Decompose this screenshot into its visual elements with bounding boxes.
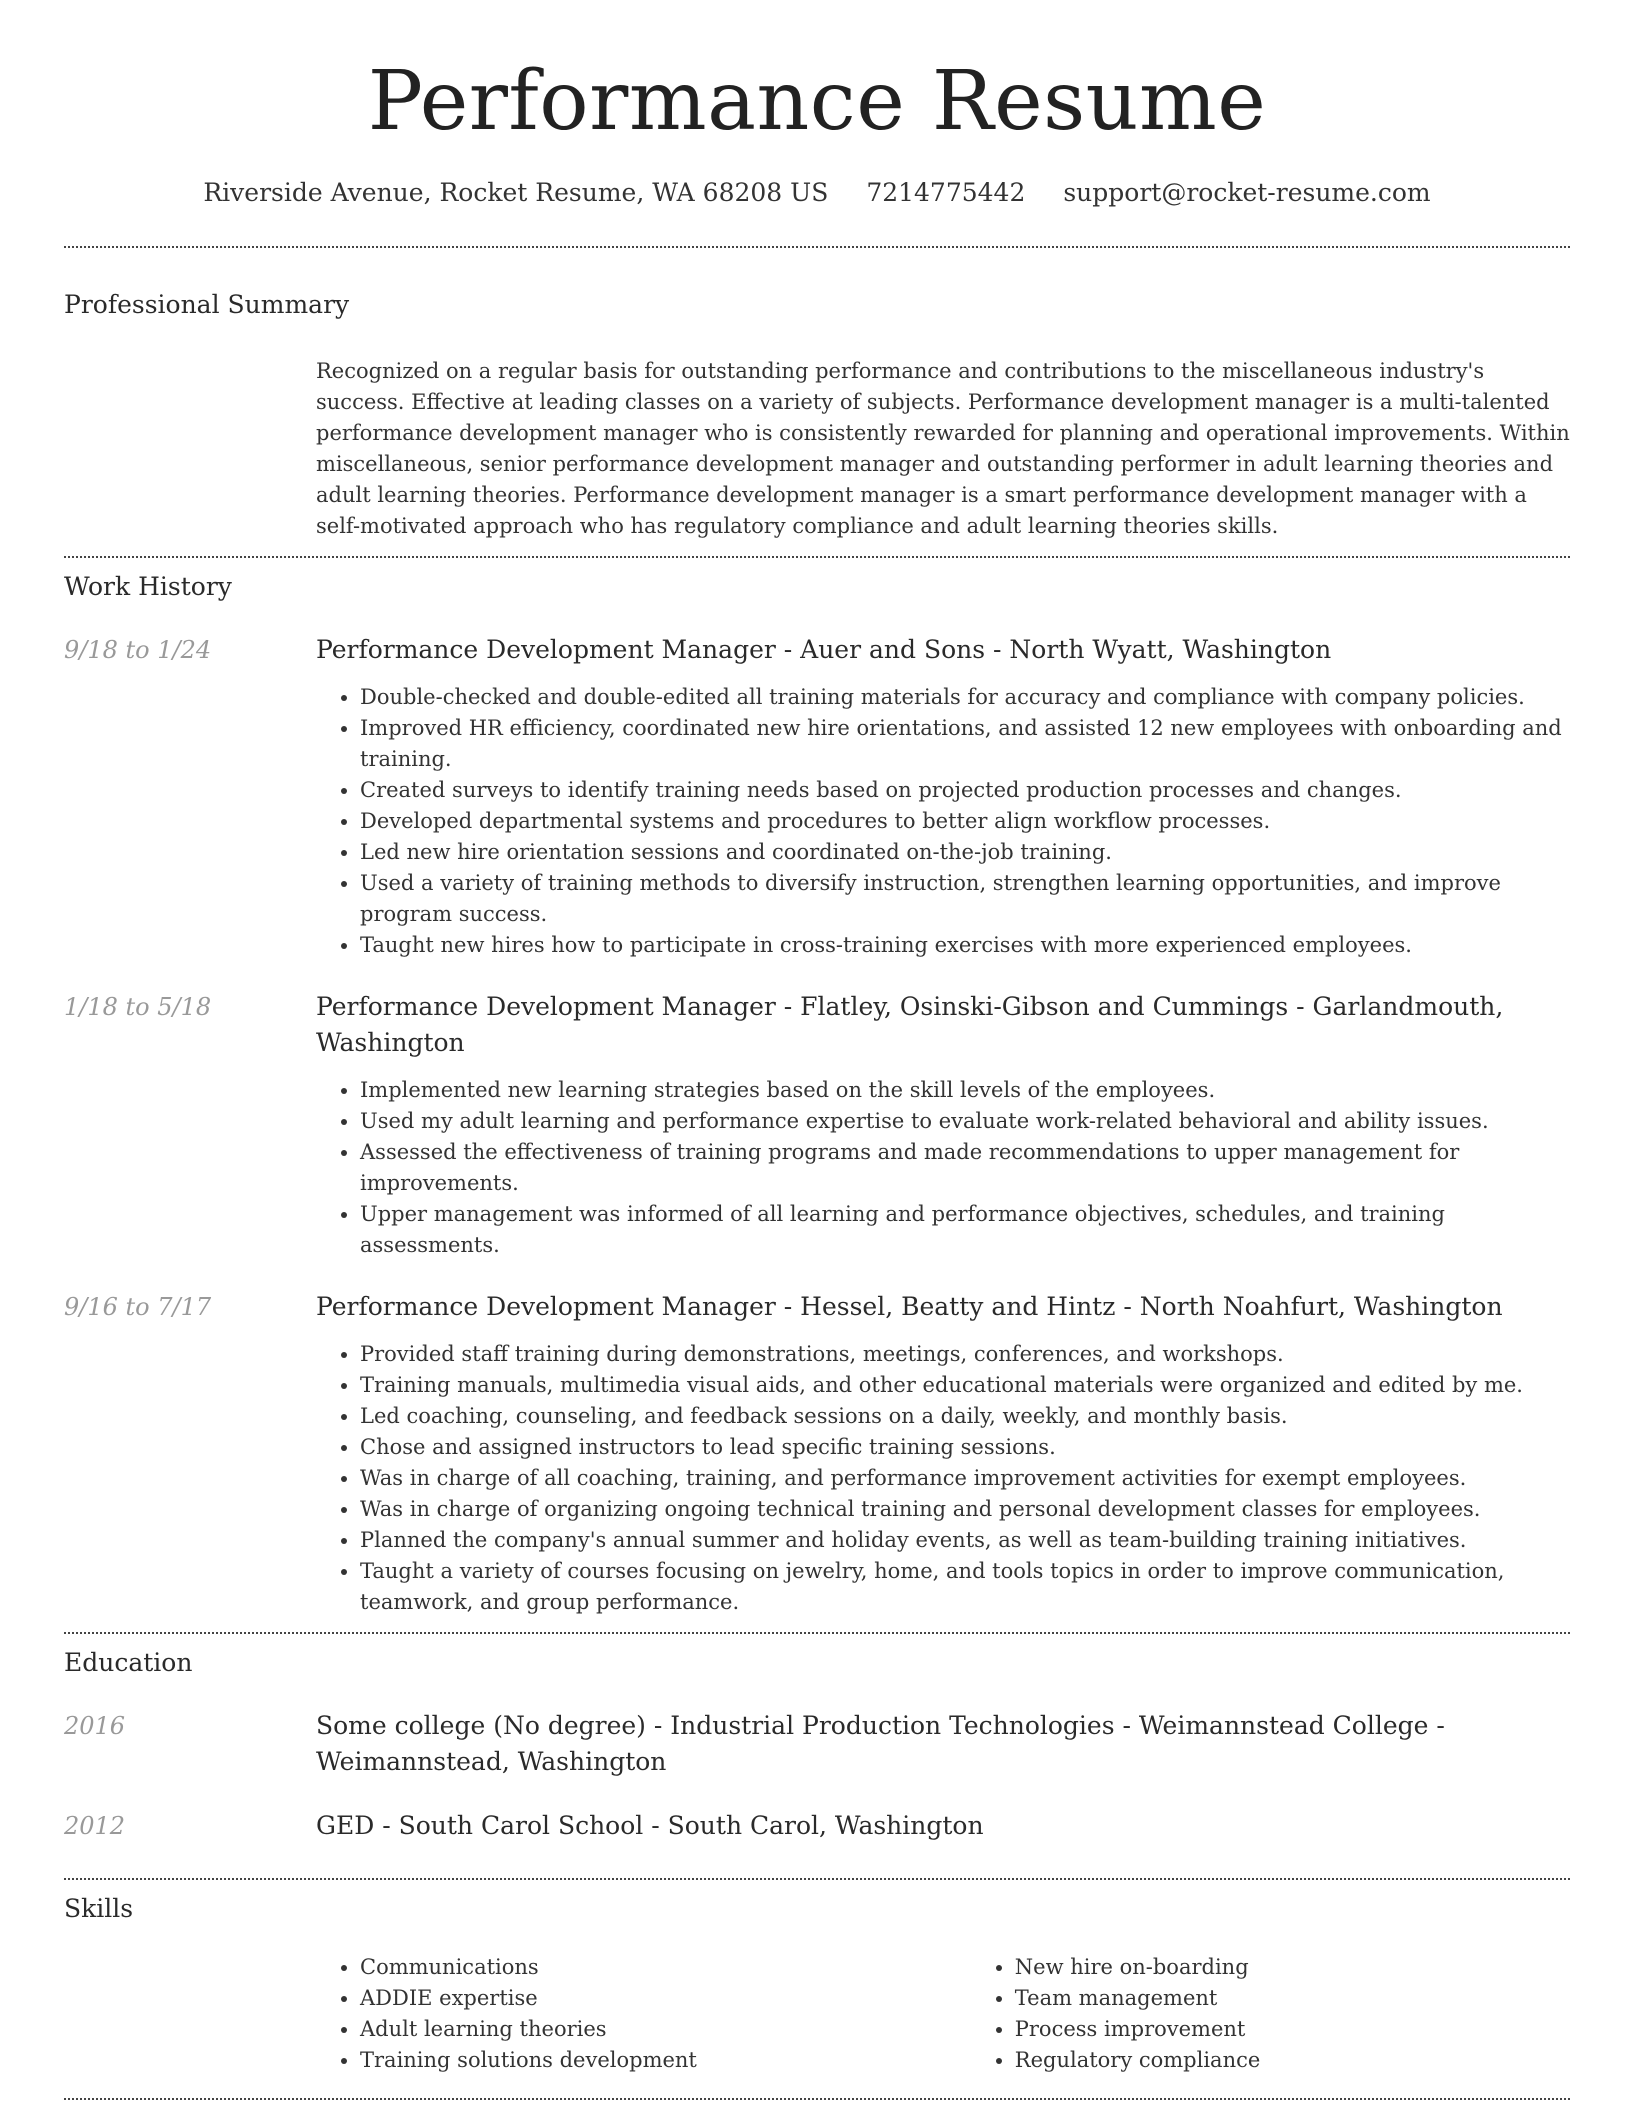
divider	[64, 2098, 1570, 2100]
skill-item: • ADDIE expertise	[360, 1983, 971, 2014]
job-body	[316, 632, 1570, 961]
education-title: Some college (No degree) - Industrial Production Technologies - Weimannstead College - Weimannstead, Washington	[316, 1711, 1445, 1776]
skills-column-left	[316, 1952, 971, 2076]
section-title-summary: Professional Summary	[64, 290, 350, 319]
list-item: • Chose and assigned instructors to lead specific training sessions.	[360, 1432, 1570, 1463]
skills-section	[64, 1892, 1570, 2076]
job-bullets	[316, 682, 1570, 961]
job-date: 9/16 to 7/17	[64, 1293, 212, 1321]
section-title-skills: Skills	[64, 1894, 134, 1923]
skill-item: • Process improvement	[1015, 2014, 1570, 2045]
list-item: • Implemented new learning strategies based on the skill levels of the employees.	[360, 1075, 1570, 1106]
summary-text: Recognized on a regular basis for outstanding performance and contributions to the miscellaneous industry's success. Effective at leading classes on a variety of subjects. Performance development manager is a multi-talented performance development manager who is consistently rewarded for planning and operational improvements. Within miscellaneous, senior performance development manager and outstanding performer in adult learning theories and adult learning theories. Performance development manager is a smart performance development manager with a self-motivated approach who has regulatory compliance and adult learning theories skills.	[316, 359, 1570, 538]
list-item: • Was in charge of all coaching, training, and performance improvement activities for exempt employees.	[360, 1463, 1570, 1494]
list-item: • Training manuals, multimedia visual aids, and other educational materials were organized and edited by me.	[360, 1370, 1570, 1401]
list-item: • Taught new hires how to participate in cross-training exercises with more experienced employees.	[360, 930, 1570, 961]
work-history-section	[64, 570, 1570, 1632]
education-date: 2016	[64, 1712, 126, 1740]
job-title: Performance Development Manager - Hessel, Beatty and Hintz - North Noahfurt, Washington	[316, 1292, 1503, 1321]
job-entry	[64, 989, 1570, 1261]
education-entry	[64, 1708, 1570, 1780]
contact-line	[64, 176, 1570, 210]
summary-section	[64, 288, 1570, 542]
job-entry	[64, 632, 1570, 961]
job-title: Performance Development Manager - Flatley, Osinski-Gibson and Cummings - Garlandmouth, Washington	[316, 992, 1504, 1057]
contact-address: Riverside Avenue, Rocket Resume, WA 68208 US	[203, 178, 829, 207]
spacer	[64, 1618, 1570, 1632]
list-item: • Double-checked and double-edited all training materials for accuracy and compliance with company policies.	[360, 682, 1570, 713]
skill-item: • Regulatory compliance	[1015, 2045, 1570, 2076]
list-item: • Created surveys to identify training needs based on projected production processes and changes.	[360, 775, 1570, 806]
job-body	[316, 989, 1570, 1261]
list-item: • Provided staff training during demonstrations, meetings, conferences, and workshops.	[360, 1339, 1570, 1370]
job-body	[316, 1289, 1570, 1618]
education-date: 2012	[64, 1812, 126, 1840]
job-bullets	[316, 1339, 1570, 1618]
list-item: • Led coaching, counseling, and feedback sessions on a daily, weekly, and monthly basis.	[360, 1401, 1570, 1432]
education-body	[316, 1808, 1570, 1844]
skills-list	[316, 1952, 1570, 2076]
list-item: • Used my adult learning and performance expertise to evaluate work-related behavioral and ability issues.	[360, 1106, 1570, 1137]
contact-phone: 7214775442	[866, 178, 1026, 207]
job-date: 9/18 to 1/24	[64, 636, 212, 664]
job-title: Performance Development Manager - Auer and Sons - North Wyatt, Washington	[316, 635, 1332, 664]
divider	[64, 246, 1570, 248]
job-date: 1/18 to 5/18	[64, 993, 212, 1021]
list-item: • Improved HR efficiency, coordinated new hire orientations, and assisted 12 new employees with onboarding and training.	[360, 713, 1570, 775]
education-entry	[64, 1808, 1570, 1844]
job-entry	[64, 1289, 1570, 1618]
spacer	[64, 1844, 1570, 1878]
resume-title: Performance Resume	[367, 54, 1267, 149]
list-item: • Led new hire orientation sessions and coordinated on-the-job training.	[360, 837, 1570, 868]
skill-item: • Training solutions development	[360, 2045, 971, 2076]
list-item: • Was in charge of organizing ongoing technical training and personal development classes for employees.	[360, 1494, 1570, 1525]
list-item: • Developed departmental systems and procedures to better align workflow processes.	[360, 806, 1570, 837]
section-title-education: Education	[64, 1648, 193, 1677]
list-item: • Taught a variety of courses focusing on jewelry, home, and tools topics in order to improve communication, teamwork, and group performance.	[360, 1556, 1570, 1618]
skill-item: • Adult learning theories	[360, 2014, 971, 2045]
job-bullets	[316, 1075, 1570, 1261]
list-item: • Upper management was informed of all learning and performance objectives, schedules, and training assessments.	[360, 1199, 1570, 1261]
list-item: • Used a variety of training methods to diversify instruction, strengthen learning opportunities, and improve program success.	[360, 868, 1570, 930]
list-item: • Assessed the effectiveness of training programs and made recommendations to upper management for improvements.	[360, 1137, 1570, 1199]
resume-page	[64, 0, 1570, 2100]
skill-item: • Team management	[1015, 1983, 1570, 2014]
list-item: • Planned the company's annual summer and holiday events, as well as team-building training initiatives.	[360, 1525, 1570, 1556]
divider	[64, 556, 1570, 558]
divider	[64, 1878, 1570, 1880]
education-section	[64, 1646, 1570, 1878]
skill-item: • Communications	[360, 1952, 971, 1983]
skill-item: • New hire on-boarding	[1015, 1952, 1570, 1983]
section-title-work-history: Work History	[64, 572, 232, 601]
divider	[64, 1632, 1570, 1634]
education-title: GED - South Carol School - South Carol, Washington	[316, 1811, 984, 1840]
contact-email: support@rocket-resume.com	[1063, 178, 1431, 207]
education-body	[316, 1708, 1570, 1780]
skills-column-right	[971, 1952, 1570, 2076]
